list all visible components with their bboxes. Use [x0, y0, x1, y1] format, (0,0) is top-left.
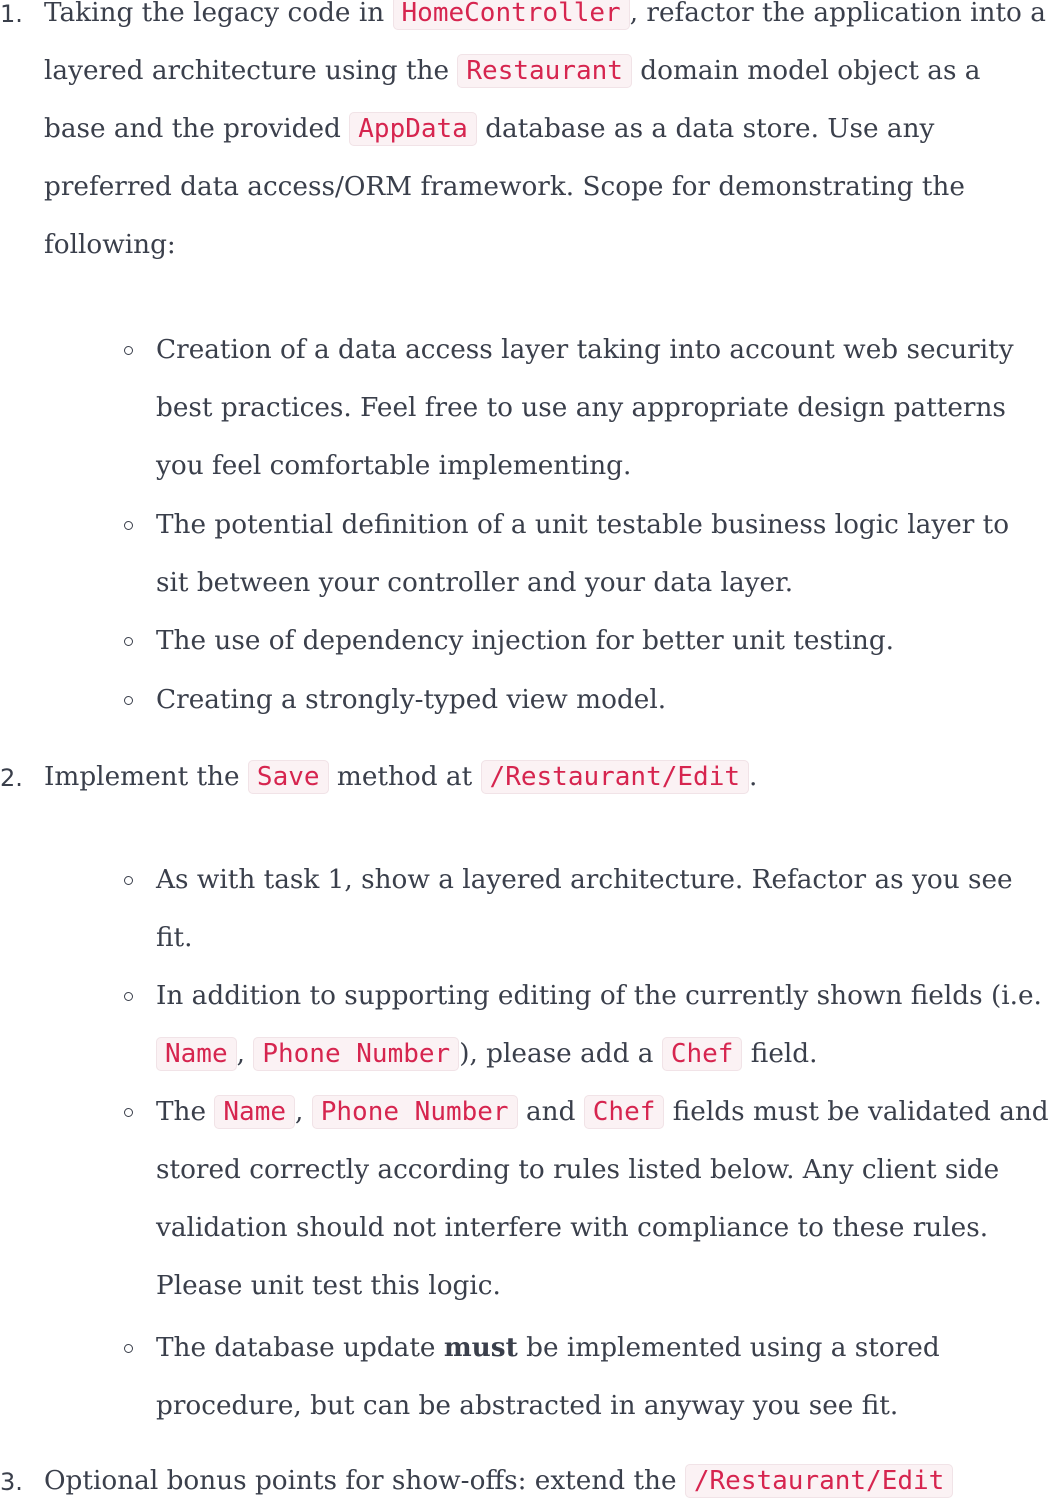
bullet-icon — [124, 1344, 133, 1353]
bullet-icon — [124, 521, 133, 530]
task-description: Optional bonus points for show-offs: extend the /Restaurant/Edit — [44, 1452, 1049, 1510]
task-number: 3. — [0, 1468, 23, 1496]
bullet-icon — [124, 992, 133, 1001]
bullet-icon — [124, 637, 133, 646]
code-restaurant: Restaurant — [457, 54, 632, 88]
code-home-controller: HomeController — [393, 0, 630, 30]
code-app-data: AppData — [349, 112, 477, 146]
bullet-icon — [124, 876, 133, 885]
code-name: Name — [214, 1095, 295, 1129]
bullet-icon — [124, 696, 133, 705]
list-item-text: As with task 1, show a layered architecture. Refactor as you see fit. — [156, 865, 1013, 953]
code-chef: Chef — [584, 1095, 665, 1129]
list-item-text: Creation of a data access layer taking into account web security best practices. Feel free to use any appropriate design patterns you feel comfortable implementing. — [156, 335, 1014, 481]
code-restaurant-edit: /Restaurant/Edit — [685, 1464, 953, 1498]
list-item-text: The potential definition of a unit testable business logic layer to sit between your controller and your data layer. — [156, 510, 1010, 598]
list-item-text: The database update must be implemented using a stored procedure, but can be abstracted in anyway you see fit. — [156, 1332, 940, 1421]
code-name: Name — [156, 1037, 237, 1071]
task-description: Taking the legacy code in HomeController , refactor the application into a layered architecture using the Restaurant domain model object as a base and the provided AppData database as a data store. Use any preferred data access/ORM framework. Scope for demonstrating the following: — [44, 0, 1049, 274]
bullet-icon — [124, 1108, 133, 1117]
task-number: 1. — [0, 0, 23, 28]
list-item-text: The Name , Phone Number and Chef fields must be validated and stored correctly according to rules listed below. Any client side validation should not interfere with compliance to these rules. Please unit test this logic. — [156, 1097, 1049, 1301]
list-item-text: The use of dependency injection for better unit testing. — [156, 626, 895, 656]
code-chef: Chef — [662, 1037, 743, 1071]
task-number: 2. — [0, 764, 23, 792]
list-item-text: Creating a strongly-typed view model. — [156, 685, 667, 715]
code-phone-number: Phone Number — [253, 1037, 459, 1071]
code-save: Save — [248, 760, 329, 794]
emphasis-must: must — [443, 1332, 518, 1363]
code-restaurant-edit: /Restaurant/Edit — [481, 760, 749, 794]
code-phone-number: Phone Number — [312, 1095, 518, 1129]
list-item-text: In addition to supporting editing of the currently shown fields (i.e. Name , Phone Number ), please add a Chef field. — [156, 981, 1042, 1069]
bullet-icon — [124, 346, 133, 355]
task-description: Implement the Save method at /Restaurant/Edit . — [44, 762, 758, 792]
